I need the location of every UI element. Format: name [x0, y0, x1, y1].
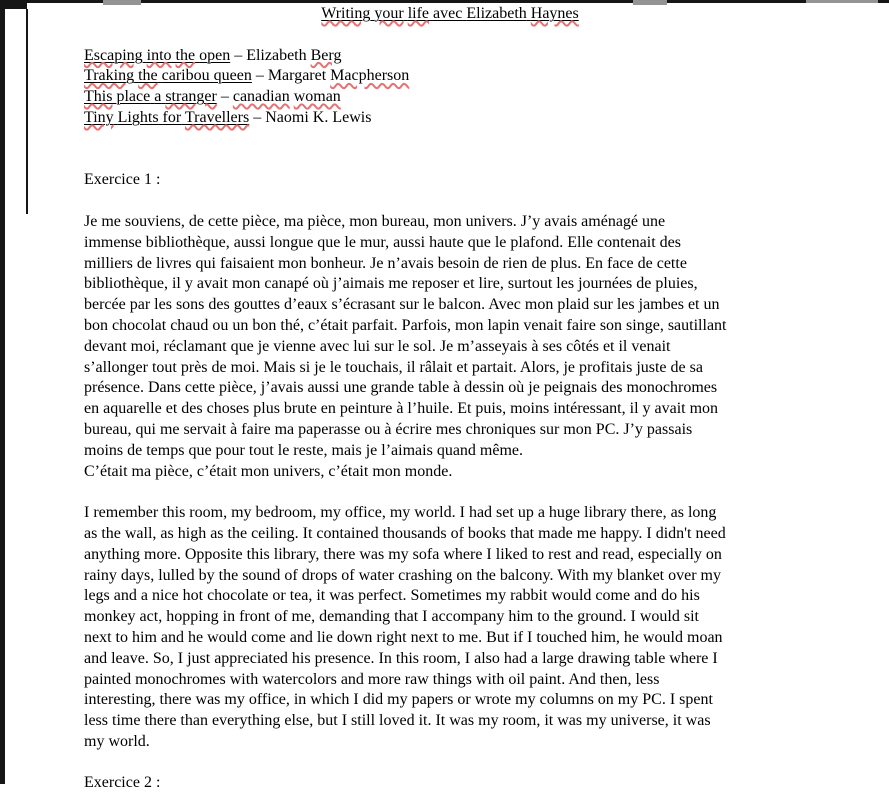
misspelled-word: canadian	[232, 88, 290, 106]
text-token: avec	[433, 5, 463, 22]
misspelled-word: stranger	[165, 88, 217, 106]
text-line: my world.	[84, 732, 150, 750]
text-line: bon chocolat chaud ou un bon thé, c’était parfait. Parfois, mon lapin venait faire son singe, sautillant	[84, 316, 727, 334]
text-token: for	[162, 108, 182, 126]
text-token: Lights	[117, 108, 159, 126]
text-line: I remember this room, my bedroom, my office, my world. I had set up a huge library there, as long	[84, 504, 717, 522]
blank-line	[84, 25, 816, 46]
text-line: anything more. Opposite this library, there was my sofa where I liked to rest and read, especially on	[84, 545, 722, 563]
book-list-item	[84, 87, 816, 108]
text-line: legs and a nice hot chocolate or tea, it was perfect. Sometimes my rabbit would come and do his	[84, 587, 700, 605]
blank-line	[84, 482, 816, 503]
exercise-2-heading: Exercice 2 :	[84, 774, 161, 792]
text-line: présence. Dans cette pièce, j’avais aussi une grande table à dessin où je peignais des monochromes	[84, 379, 718, 397]
document-title	[84, 4, 816, 25]
misspelled-word: Traking	[84, 67, 135, 85]
blank-line	[84, 753, 816, 774]
text-line: rainy days, lulled by the sound of drops of water crashing on the balcony. With my blanket over my	[84, 566, 721, 584]
text-line: painted monochromes with watercolors and more raw things with oil paint. And then, less	[84, 670, 660, 688]
misspelled-word: Haynes	[530, 5, 579, 22]
misspelled-word: Travellers	[184, 108, 250, 126]
misspelled-word: This	[84, 88, 113, 106]
text-line: Je me souviens, de cette pièce, ma pièce, mon bureau, mon univers. J’y avais aménagé une	[84, 212, 666, 230]
page-corner-block	[0, 0, 27, 9]
blank-line	[84, 191, 816, 212]
book-list	[84, 46, 816, 129]
misspelled-word: Berg	[310, 46, 342, 64]
text-token: caribou	[161, 67, 210, 85]
top-edge-mark	[806, 0, 878, 3]
blank-line	[84, 129, 816, 150]
text-token: open	[199, 46, 231, 64]
misspelled-word: Writing	[321, 5, 371, 22]
misspelled-word: life	[407, 5, 430, 22]
text-line: bureau, qui me servait à faire ma paperasse ou à écrire mes chroniques sur mon PC. J’y passais	[84, 420, 693, 438]
french-paragraph	[84, 212, 816, 482]
text-token: –	[216, 88, 233, 106]
text-line: as the wall, as high as the ceiling. It contained thousands of books that made me happy. I didn't need	[84, 524, 726, 542]
text-line: and leave. So, I just appreciated his presence. In this room, I also had a large drawing table where I	[84, 649, 718, 667]
misspelled-word: the	[175, 46, 196, 64]
top-edge-mark	[633, 0, 667, 5]
text-line: monkey act, hopping in front of me, demanding that I accompany him to the ground. I would sit	[84, 608, 699, 626]
text-token: – Margaret	[251, 67, 331, 85]
text-line: immense bibliothèque, aussi longue que le mur, aussi haute que le plafond. Elle contenait des	[84, 233, 681, 251]
top-edge-mark	[103, 0, 141, 5]
misspelled-word: Macpherson	[330, 67, 410, 85]
text-token: queen	[213, 67, 252, 85]
text-line: en aquarelle et des choses plus brute en peinture à l’huile. Et puis, moins intéressant, il y avait mon	[84, 400, 719, 418]
book-list-item	[84, 46, 816, 67]
text-token: a	[154, 88, 162, 106]
text-line: next to him and he would come and lie down right next to me. But if I touched him, he would moan	[84, 628, 723, 646]
text-line: moins de temps que pour tout le reste, mais je l’aimais quand même.	[84, 441, 524, 459]
text-line: milliers de livres qui faisaient mon bonheur. Je n’avais besoin de rien de plus. En face de cette	[84, 254, 687, 272]
misspelled-word: into	[146, 46, 172, 64]
text-line: s’allonger tout près de moi. Mais si je le touchais, il râlait et partait. Alors, je profitais juste de sa	[84, 358, 703, 376]
text-token: – Elizabeth	[230, 46, 311, 64]
left-edge-bar	[0, 0, 5, 784]
text-line: bercée par les sons des gouttes d’eaux s’écrasant sur le balcon. Avec mon plaid sur les jambes et un	[84, 296, 720, 314]
misspelled-word: the	[138, 67, 158, 85]
text-line: C’était ma pièce, c’était mon univers, c’était mon monde.	[84, 462, 453, 480]
english-paragraph	[84, 503, 816, 753]
misspelled-word: Escaping	[84, 46, 143, 64]
blank-line	[84, 150, 816, 171]
text-token: Elizabeth	[466, 5, 527, 22]
text-line: devant moi, réclamant que je vienne avec lui sur le sol. Je m’asseyais à ses côtés et il venait	[84, 337, 671, 355]
misspelled-word: woman	[293, 88, 341, 106]
page-corner-line	[26, 9, 28, 214]
text-line: less time there than everything else, but I still loved it. It was my room, it was my universe, it was	[84, 712, 711, 730]
misspelled-word: your	[374, 5, 404, 22]
document-page[interactable]	[84, 4, 816, 794]
book-list-item	[84, 66, 816, 87]
misspelled-word: Tiny	[84, 108, 114, 126]
exercise-1-heading: Exercice 1 :	[84, 171, 161, 189]
text-token: place	[116, 88, 151, 106]
book-list-item	[84, 108, 816, 129]
text-token: – Naomi K. Lewis	[249, 108, 372, 126]
text-line: bibliothèque, il y avait mon canapé où j’aimais me reposer et lire, surtout les journées de pluies,	[84, 275, 698, 293]
text-line: interesting, there was my office, in which I did my papers or wrote my columns on my PC. I spent	[84, 691, 713, 709]
